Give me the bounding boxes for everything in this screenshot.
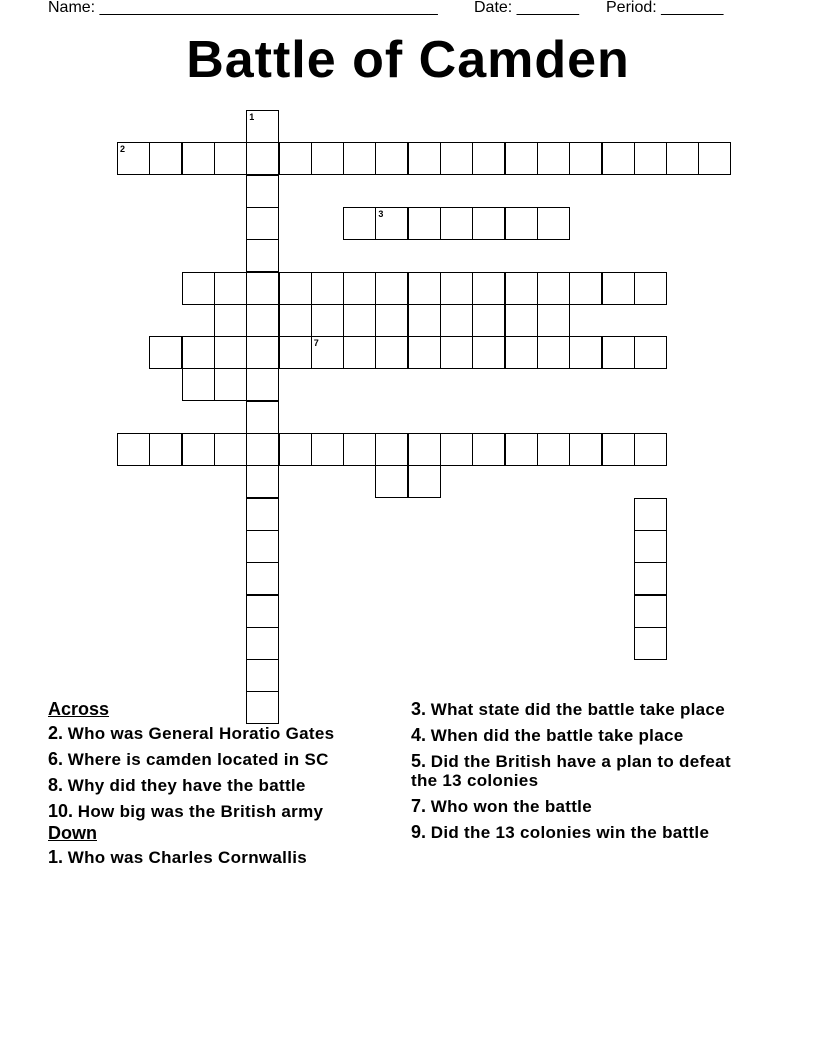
grid-cell[interactable] (246, 659, 279, 692)
grid-cell[interactable] (246, 110, 279, 143)
grid-cell[interactable] (408, 142, 441, 175)
grid-cell[interactable] (343, 304, 376, 337)
grid-cell[interactable] (537, 142, 570, 175)
grid-cell[interactable] (537, 304, 570, 337)
grid-cell[interactable] (311, 336, 344, 369)
grid-cell[interactable] (537, 336, 570, 369)
grid-cell[interactable] (375, 304, 408, 337)
clue-text: Who was Charles Cornwallis (67, 848, 307, 867)
grid-cell[interactable] (214, 433, 247, 466)
grid-cell[interactable] (149, 433, 182, 466)
clue-text: What state did the battle take place (430, 700, 725, 719)
grid-cell[interactable] (472, 433, 505, 466)
grid-cell[interactable] (246, 304, 279, 337)
grid-cell[interactable] (246, 595, 279, 628)
grid-cell[interactable] (343, 336, 376, 369)
grid-cell[interactable] (149, 142, 182, 175)
grid-cell[interactable] (472, 207, 505, 240)
clue-text: Who won the battle (430, 797, 592, 816)
grid-cell[interactable] (182, 433, 215, 466)
grid-cell[interactable] (279, 304, 312, 337)
clue-number-label: 7 (313, 338, 319, 349)
grid-cell[interactable] (602, 336, 635, 369)
clue-number-label: 3 (378, 208, 384, 219)
grid-cell[interactable] (698, 142, 731, 175)
grid-cell[interactable] (214, 272, 247, 305)
grid-cell[interactable] (440, 304, 473, 337)
grid-cell[interactable] (214, 336, 247, 369)
grid-cell[interactable] (214, 368, 247, 401)
clue-number: 5. (411, 751, 427, 771)
grid-cell[interactable] (440, 142, 473, 175)
grid-cell[interactable] (634, 433, 667, 466)
grid-cell[interactable] (569, 272, 602, 305)
clue-number: 2. (48, 723, 64, 743)
clues-left-column (48, 700, 388, 874)
grid-cell[interactable] (602, 433, 635, 466)
grid-cell[interactable] (246, 562, 279, 595)
clue-text: Why did they have the battle (67, 776, 306, 795)
grid-cell[interactable] (602, 272, 635, 305)
clue-number: 9. (411, 822, 427, 842)
grid-cell[interactable] (505, 433, 538, 466)
grid-cell[interactable] (246, 627, 279, 660)
grid-cell[interactable] (246, 142, 279, 175)
grid-cell[interactable] (343, 142, 376, 175)
grid-cell[interactable] (505, 336, 538, 369)
grid-cell[interactable] (408, 433, 441, 466)
name-field-label[interactable]: Name: ______________________________________ (48, 0, 438, 16)
grid-cell[interactable] (472, 142, 505, 175)
clue-text: Who was General Horatio Gates (67, 724, 335, 743)
down-heading: Down (48, 823, 97, 843)
clue-text: Did the British have a plan to defeat the 13 colonies (411, 752, 731, 790)
grid-cell[interactable] (408, 304, 441, 337)
grid-cell[interactable] (505, 272, 538, 305)
grid-cell[interactable] (375, 433, 408, 466)
grid-cell[interactable] (634, 272, 667, 305)
date-field-label[interactable]: Date: _______ (474, 0, 579, 16)
grid-cell[interactable] (311, 142, 344, 175)
clue-text: Did the 13 colonies win the battle (430, 823, 710, 842)
grid-cell[interactable] (537, 433, 570, 466)
clue-text: Where is camden located in SC (67, 750, 329, 769)
grid-cell[interactable] (505, 142, 538, 175)
grid-cell[interactable] (246, 272, 279, 305)
clue-across-8 (48, 776, 388, 795)
grid-cell[interactable] (214, 304, 247, 337)
grid-cell[interactable] (472, 336, 505, 369)
clue-number-label: 1 (249, 112, 255, 122)
grid-cell[interactable] (472, 304, 505, 337)
grid-cell[interactable] (182, 142, 215, 175)
grid-cell[interactable] (214, 142, 247, 175)
clue-down-7 (411, 797, 751, 816)
grid-cell[interactable] (408, 272, 441, 305)
grid-cell[interactable] (343, 433, 376, 466)
grid-cell[interactable] (408, 465, 441, 498)
clue-number: 6. (48, 749, 64, 769)
grid-cell[interactable] (246, 433, 279, 466)
grid-cell[interactable] (440, 207, 473, 240)
grid-cell[interactable] (537, 272, 570, 305)
grid-cell[interactable] (375, 142, 408, 175)
grid-cell[interactable] (440, 433, 473, 466)
clue-down-5 (411, 752, 751, 790)
clue-down-1 (48, 848, 388, 867)
grid-cell[interactable] (279, 142, 312, 175)
grid-cell[interactable] (182, 336, 215, 369)
grid-cell[interactable] (246, 175, 279, 208)
grid-cell[interactable] (375, 272, 408, 305)
clue-number: 8. (48, 775, 64, 795)
grid-cell[interactable] (440, 336, 473, 369)
grid-cell[interactable] (666, 142, 699, 175)
clue-number: 1. (48, 847, 64, 867)
grid-cell[interactable] (182, 368, 215, 401)
clue-number: 4. (411, 725, 427, 745)
grid-cell[interactable] (246, 368, 279, 401)
clue-text: When did the battle take place (430, 726, 684, 745)
grid-cell[interactable] (246, 207, 279, 240)
clue-down-4 (411, 726, 751, 745)
clue-across-6 (48, 750, 388, 769)
grid-cell[interactable] (343, 207, 376, 240)
grid-cell[interactable] (634, 627, 667, 660)
grid-cell[interactable] (246, 465, 279, 498)
grid-cell[interactable] (634, 595, 667, 628)
grid-cell[interactable] (182, 272, 215, 305)
page-title: Battle of Camden (186, 31, 630, 89)
grid-cell[interactable] (408, 336, 441, 369)
grid-cell[interactable] (246, 401, 279, 434)
grid-cell[interactable] (117, 433, 150, 466)
grid-cell[interactable] (343, 272, 376, 305)
grid-cell[interactable] (279, 272, 312, 305)
grid-cell[interactable] (279, 433, 312, 466)
clue-text: How big was the British army (77, 802, 324, 821)
grid-cell[interactable] (505, 304, 538, 337)
grid-cell[interactable] (537, 207, 570, 240)
clue-number-label: 2 (120, 144, 126, 155)
period-field-label[interactable]: Period: _______ (606, 0, 724, 16)
grid-cell[interactable] (279, 336, 312, 369)
grid-cell[interactable] (246, 239, 279, 272)
grid-cell[interactable] (472, 272, 505, 305)
grid-cell[interactable] (149, 336, 182, 369)
grid-cell[interactable] (634, 498, 667, 531)
grid-cell[interactable] (602, 142, 635, 175)
grid-cell[interactable] (311, 304, 344, 337)
grid-cell[interactable] (634, 142, 667, 175)
grid-cell[interactable] (117, 142, 150, 175)
clue-number: 3. (411, 699, 427, 719)
across-heading: Across (48, 699, 110, 719)
grid-cell[interactable] (569, 142, 602, 175)
clue-number: 10. (48, 801, 74, 821)
grid-cell[interactable] (569, 433, 602, 466)
grid-cell[interactable] (408, 207, 441, 240)
grid-cell[interactable] (569, 336, 602, 369)
clue-down-3 (411, 700, 751, 719)
clue-down-9 (411, 823, 751, 842)
grid-cell[interactable] (375, 207, 408, 240)
clue-number: 7. (411, 796, 427, 816)
grid-cell[interactable] (375, 336, 408, 369)
grid-cell[interactable] (634, 530, 667, 563)
grid-cell[interactable] (375, 465, 408, 498)
grid-cell[interactable] (246, 336, 279, 369)
grid-cell[interactable] (246, 530, 279, 563)
clue-across-2 (48, 724, 388, 743)
clue-across-10 (48, 802, 388, 821)
grid-cell[interactable] (440, 272, 473, 305)
clues-right-column (411, 700, 751, 849)
grid-cell[interactable] (311, 272, 344, 305)
grid-cell[interactable] (311, 433, 344, 466)
grid-cell[interactable] (246, 498, 279, 531)
grid-cell[interactable] (634, 562, 667, 595)
grid-cell[interactable] (634, 336, 667, 369)
grid-cell[interactable] (505, 207, 538, 240)
